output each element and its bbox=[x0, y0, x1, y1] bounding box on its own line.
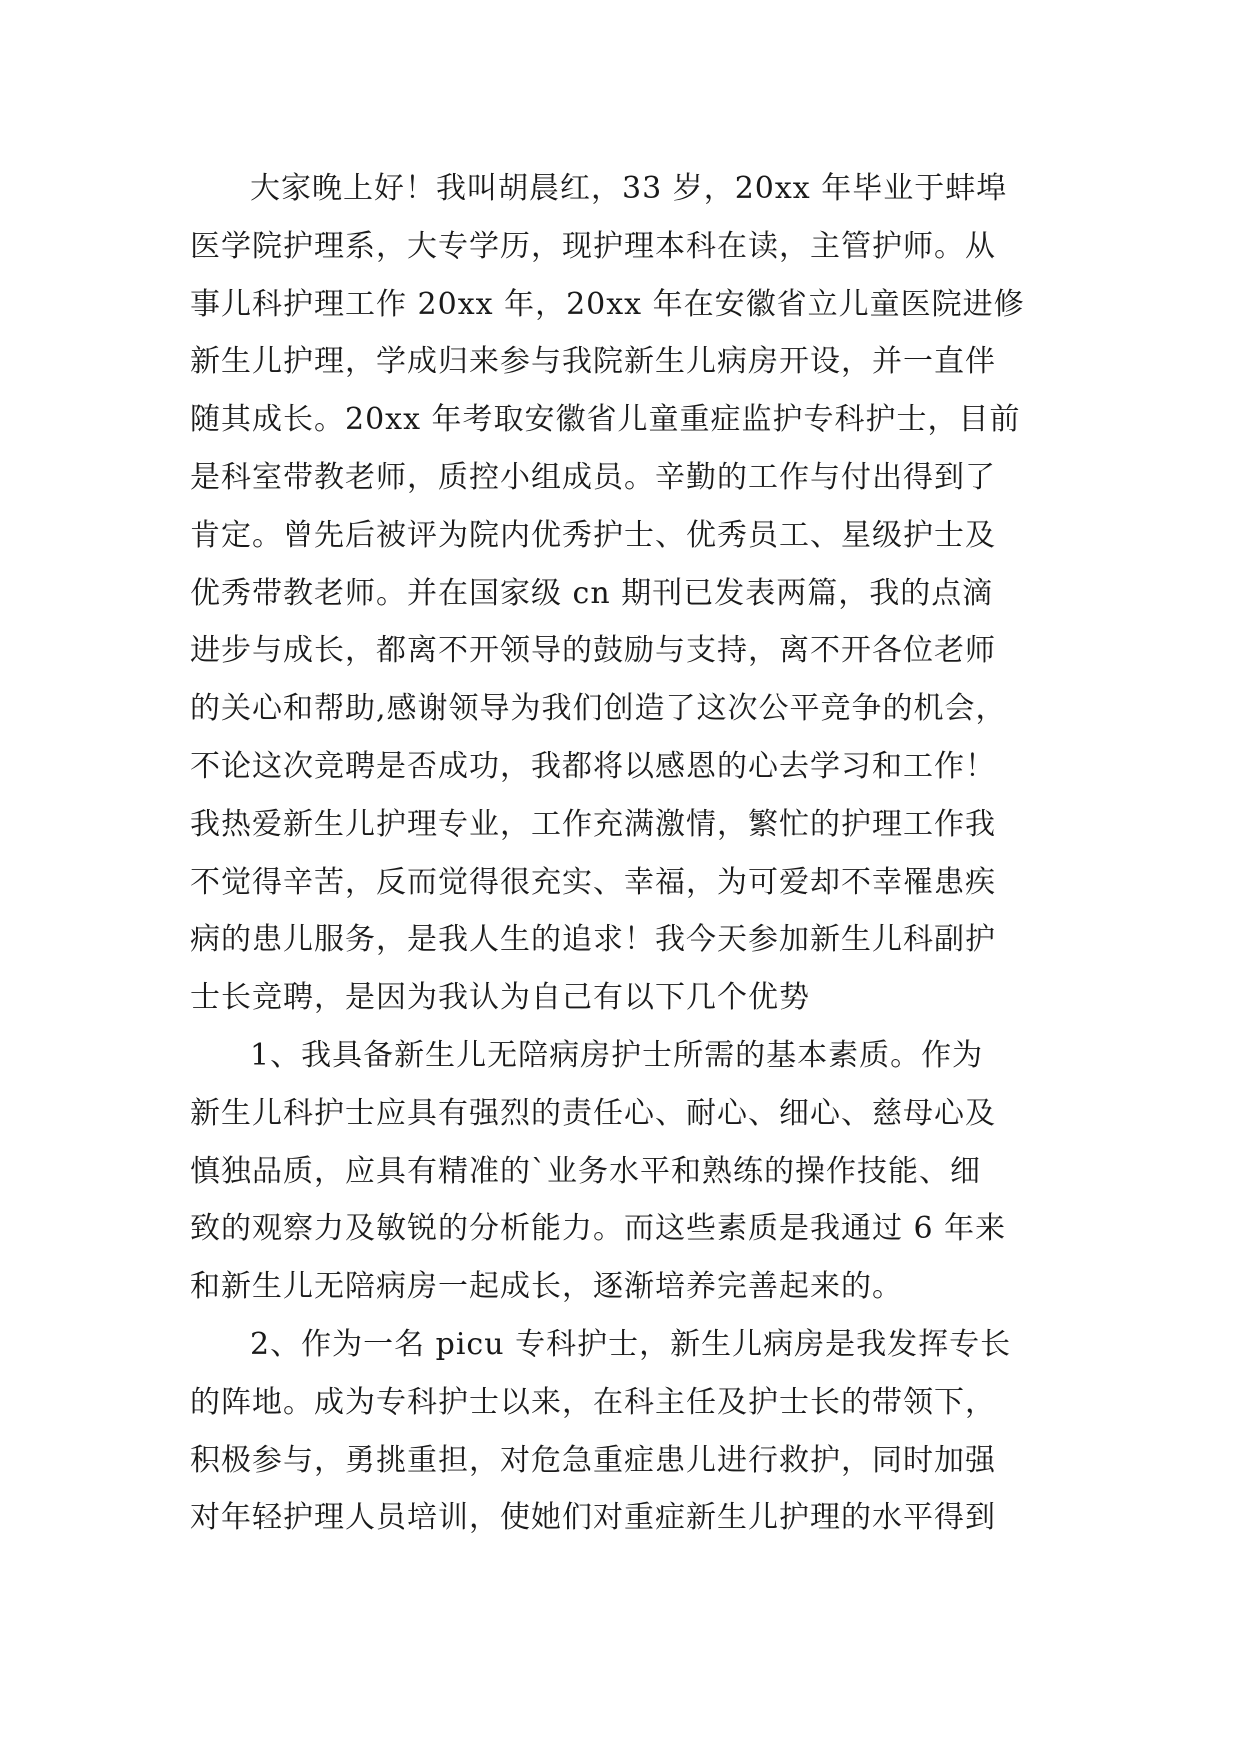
text-line: 积极参与，勇挑重担，对危急重症患儿进行救护，同时加强 bbox=[190, 1442, 996, 1478]
text-line: 慎独品质，应具有精准的`业务水平和熟练的操作技能、细 bbox=[190, 1153, 981, 1189]
text-line: 新生儿护理，学成归来参与我院新生儿病房开设，并一直伴 bbox=[190, 344, 996, 380]
text-line: 2、作为一名 picu 专科护士，新生儿病房是我发挥专长 bbox=[250, 1326, 1012, 1362]
text-line: 士长竞聘，是因为我认为自己有以下几个优势 bbox=[190, 980, 810, 1016]
text-line: 事儿科护理工作 20xx 年，20xx 年在安徽省立儿童医院进修 bbox=[190, 286, 1025, 322]
text-line: 我热爱新生儿护理专业，工作充满激情，繁忙的护理工作我 bbox=[190, 806, 996, 842]
text-line: 肯定。曾先后被评为院内优秀护士、优秀员工、星级护士及 bbox=[190, 517, 996, 553]
text-line: 不论这次竞聘是否成功，我都将以感恩的心去学习和工作！ bbox=[190, 748, 996, 784]
text-line: 和新生儿无陪病房一起成长，逐渐培养完善起来的。 bbox=[190, 1269, 903, 1305]
text-line: 大家晚上好！我叫胡晨红，33 岁，20xx 年毕业于蚌埠 bbox=[250, 171, 1008, 206]
text-line: 优秀带教老师。并在国家级 cn 期刊已发表两篇，我的点滴 bbox=[190, 575, 994, 611]
text-line: 病的患儿服务，是我人生的追求！我今天参加新生儿科副护 bbox=[190, 922, 996, 958]
text-line: 的关心和帮助,感谢领导为我们创造了这次公平竞争的机会， bbox=[190, 691, 1007, 727]
text-line: 对年轻护理人员培训，使她们对重症新生儿护理的水平得到 bbox=[190, 1500, 996, 1536]
text-line: 新生儿科护士应具有强烈的责任心、耐心、细心、慈母心及 bbox=[190, 1095, 996, 1131]
text-line: 1、我具备新生儿无陪病房护士所需的基本素质。作为 bbox=[250, 1037, 984, 1073]
body-text bbox=[190, 160, 1062, 1547]
text-line: 致的观察力及敏锐的分析能力。而这些素质是我通过 6 年来 bbox=[190, 1211, 1007, 1247]
text-line: 随其成长。20xx 年考取安徽省儿童重症监护专科护士，目前 bbox=[190, 402, 1021, 438]
text-line: 的阵地。成为专科护士以来，在科主任及护士长的带领下， bbox=[190, 1384, 996, 1420]
text-line: 医学院护理系，大专学历，现护理本科在读，主管护师。从 bbox=[190, 228, 996, 264]
text-line: 不觉得辛苦，反而觉得很充实、幸福，为可爱却不幸罹患疾 bbox=[190, 864, 996, 900]
text-line: 进步与成长，都离不开领导的鼓励与支持，离不开各位老师 bbox=[190, 633, 996, 669]
text-line: 是科室带教老师，质控小组成员。辛勤的工作与付出得到了 bbox=[190, 459, 996, 495]
